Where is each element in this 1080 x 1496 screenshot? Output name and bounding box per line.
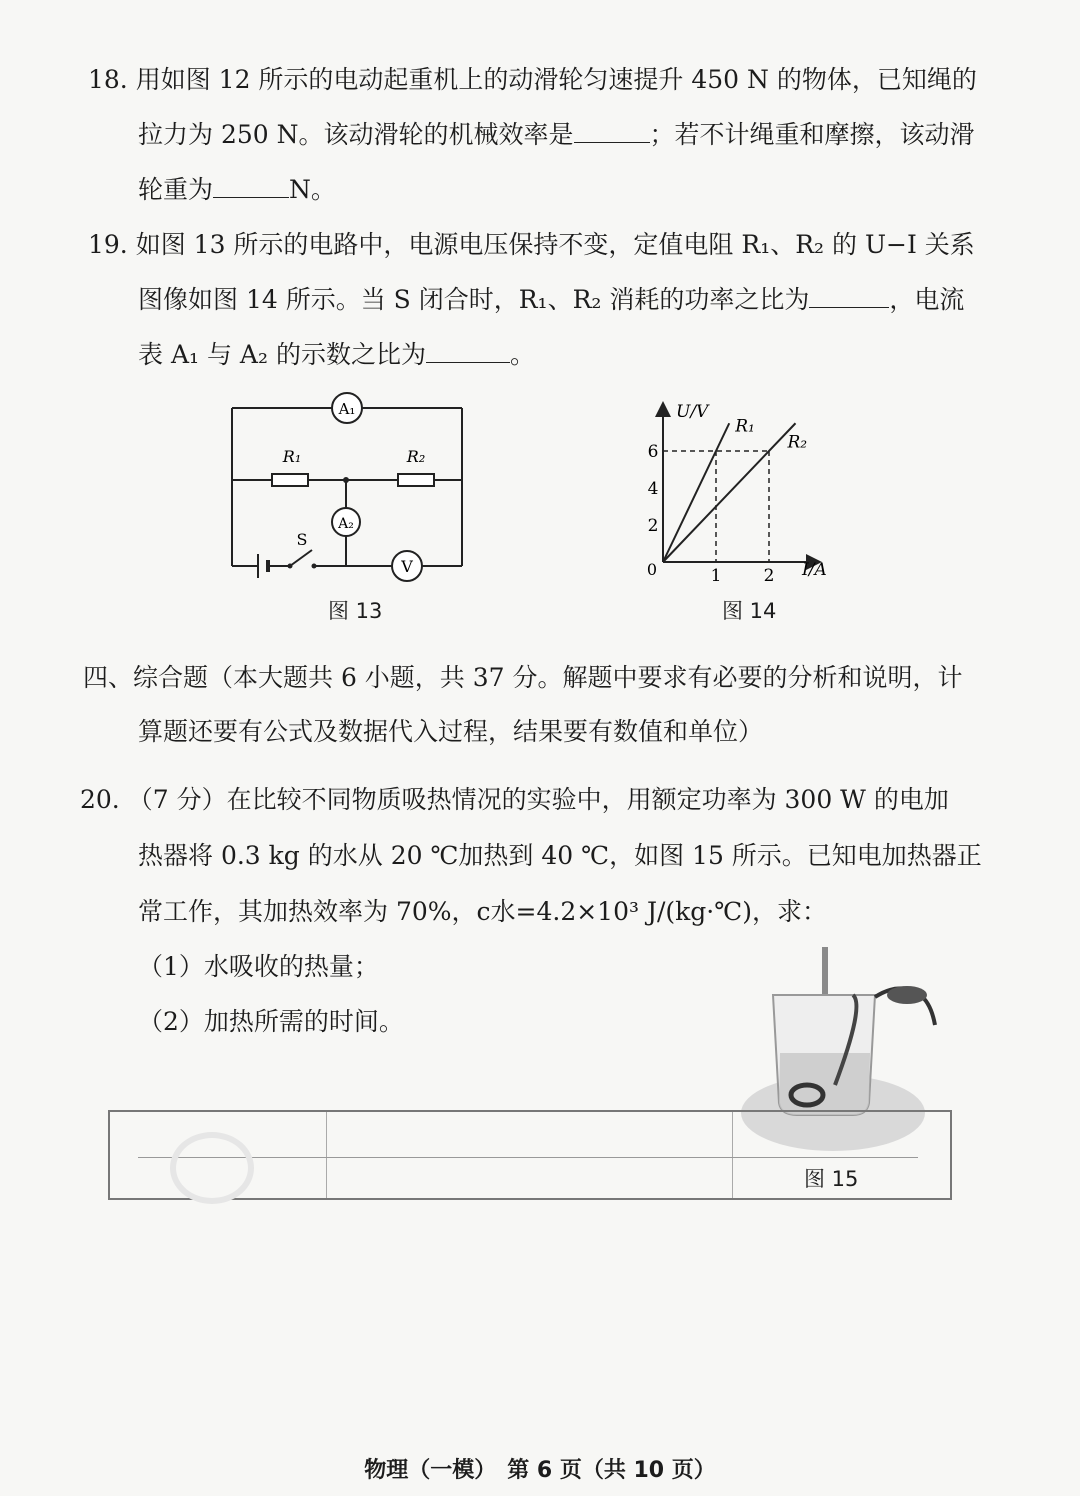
q18-number: 18.	[88, 65, 128, 94]
answer-box-divider-2	[732, 1112, 733, 1198]
section4-line2: 算题还要有公式及数据代入过程，结果要有数值和单位）	[138, 717, 764, 746]
q19-number: 19.	[88, 230, 128, 259]
ammeter-a1	[332, 393, 362, 423]
x-tick-2: 2	[763, 566, 775, 586]
q19-blank-current-ratio[interactable]	[426, 338, 510, 363]
q18-text-3a: 轮重为	[138, 175, 214, 204]
svg-text:A₁: A₁	[338, 400, 356, 418]
x-tick-1: 1	[710, 566, 722, 586]
q19-text-1: 如图 13 所示的电路中，电源电压保持不变，定值电阻 R₁、R₂ 的 U−I 关系	[135, 230, 975, 259]
figure-15-caption: 图 15	[804, 1167, 859, 1191]
svg-text:R₂: R₂	[406, 447, 426, 466]
q18-blank-weight[interactable]	[213, 173, 289, 198]
y-tick-4: 4	[647, 479, 659, 499]
ammeter-a2	[332, 508, 360, 536]
q20-line3: 常工作，其加热效率为 70%，c水=4.2×10³ J/(kg·℃)，求：	[138, 897, 827, 926]
series-line-2	[663, 423, 796, 562]
battery	[258, 554, 268, 578]
page-footer: 物理（一模） 第 6 页（共 10 页）	[364, 1458, 716, 1483]
q18-text-2a: 拉力为 250 N。该动滑轮的机械效率是	[138, 120, 574, 149]
q20-number: 20.	[80, 785, 120, 814]
svg-text:S: S	[296, 530, 308, 549]
figure-14-chart	[630, 395, 850, 590]
series-label-1: R₁	[735, 416, 755, 437]
q20-line1	[80, 780, 949, 816]
section4-line1: 四、综合题（本大题共 6 小题，共 37 分。解题中要求有必要的分析和说明，计	[83, 663, 963, 692]
y-tick-2: 2	[647, 516, 659, 536]
answer-box-rule	[138, 1157, 918, 1158]
q19-text-2a: 图像如图 14 所示。当 S 闭合时，R₁、R₂ 消耗的功率之比为	[138, 285, 810, 314]
x-axis-label: I/A	[802, 560, 827, 580]
q18-blank-efficiency[interactable]	[574, 118, 650, 143]
series-label-2: R₂	[787, 432, 808, 453]
q20-sub2: （2）加热所需的时间。	[138, 1007, 404, 1036]
svg-text:R₁: R₁	[282, 447, 302, 466]
q20-line2: 热器将 0.3 kg 的水从 20 ℃加热到 40 ℃，如图 15 所示。已知电加热器正	[138, 841, 982, 870]
heater-plug	[887, 986, 927, 1004]
q18-text-2b: ；若不计绳重和摩擦，该动滑	[649, 120, 975, 149]
q20-text-1: （7 分）在比较不同物质吸热情况的实验中，用额定功率为 300 W 的电加	[127, 785, 949, 814]
figure-13-circuit	[220, 390, 480, 590]
q19-text-2b: ，电流	[889, 285, 965, 314]
resistor-r2	[398, 447, 434, 486]
y-tick-6: 6	[647, 442, 659, 462]
q18-line3	[138, 170, 336, 206]
svg-text:V: V	[401, 557, 413, 576]
svg-text:A₂: A₂	[338, 516, 354, 532]
series-line-1	[663, 423, 729, 562]
q19-line3	[138, 335, 535, 371]
junction-dot	[343, 477, 349, 483]
q19-text-3b: 。	[509, 340, 535, 369]
voltmeter-v	[392, 551, 422, 581]
q19-line2	[138, 280, 964, 316]
switch-s	[288, 530, 317, 569]
q19-line1	[88, 225, 975, 261]
faint-stamp-icon	[170, 1132, 254, 1204]
q18-line2	[138, 115, 975, 151]
q18-text-3b: N。	[289, 175, 336, 204]
q19-text-3a: 表 A₁ 与 A₂ 的示数之比为	[138, 340, 426, 369]
x-tick-0: 0	[646, 560, 658, 579]
answer-box-divider-1	[326, 1112, 327, 1198]
water	[779, 1053, 870, 1115]
y-axis-label: U/V	[676, 402, 709, 422]
q19-blank-power-ratio[interactable]	[809, 283, 889, 308]
q20-sub1: （1）水吸收的热量；	[138, 952, 379, 981]
q18-text-1: 用如图 12 所示的电动起重机上的动滑轮匀速提升 450 N 的物体，已知绳的	[135, 65, 977, 94]
q18-line1	[88, 60, 977, 96]
resistor-r1	[272, 447, 308, 486]
figure-14-caption: 图 14	[722, 599, 777, 623]
figure-13-caption: 图 13	[328, 599, 383, 623]
